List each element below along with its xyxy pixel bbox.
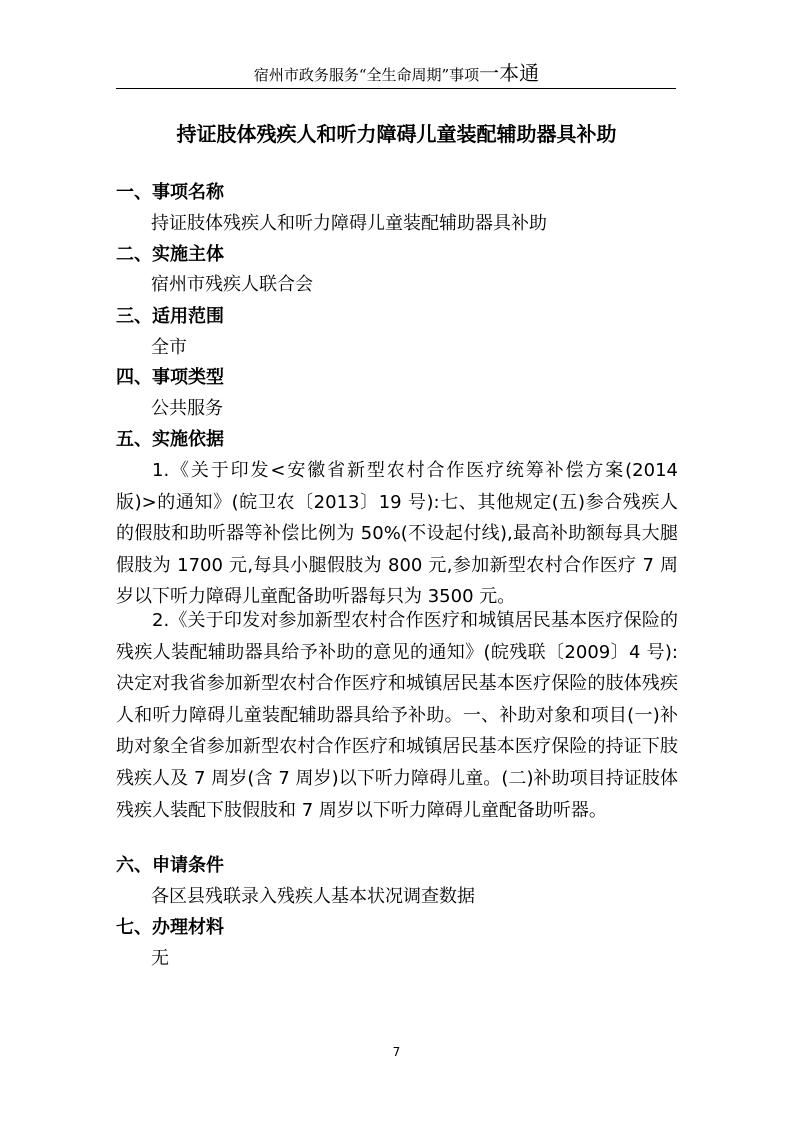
document-title: 持证肢体残疾人和听力障碍儿童装配辅助器具补助 — [176, 122, 617, 146]
section-body-materials: 无 — [151, 948, 169, 969]
basis-paragraph-2: 2.《关于印发对参加新型农村合作医疗和城镇居民基本医疗保险的残疾人装配辅助器具给予补助的意见的通知》(皖残联〔2009〕4 号):决定对我省参加新型农村合作医疗和城镇居民基本医疗保险的肢体残疾人和听力障碍儿童装配辅助器具给予补助。一、补助对象和项目(一)补助对象全省参加新型农村合作医疗和城镇居民基本医疗保险的持证下肢残疾人及 7 周岁(含 7 周岁)以下听力障碍儿童。(二)补助项目持证肢体残疾人装配下肢假肢和 7 周岁以下听力障碍儿童配备助听器。 — [116, 610, 678, 821]
section-heading-basis: 五、实施依据 — [116, 429, 224, 450]
running-header-prefix: 宿州市政务服务“全生命周期”事项 — [253, 66, 480, 84]
page-number: 7 — [392, 1045, 401, 1059]
section-heading-materials: 七、办理材料 — [116, 917, 224, 938]
section-body-scope: 全市 — [151, 337, 187, 358]
section-heading-implementer: 二、实施主体 — [116, 244, 224, 265]
basis-paragraph-1: 1.《关于印发<安徽省新型农村合作医疗统筹补偿方案(2014 版)>的通知》(皖卫农〔2013〕19 号):七、其他规定(五)参合残疾人的假肢和助听器等补偿比例为 50%(不设起付线),最高补助额每具大腿假肢为 1700 元,每具小腿假肢为 800 元,参加新型农村合作医疗 7 周岁以下听力障碍儿童配备助听器每只为 3500 元。 — [116, 460, 678, 608]
section-body-conditions: 各区县残联录入残疾人基本状况调查数据 — [151, 886, 475, 907]
section-body-item-type: 公共服务 — [151, 398, 223, 419]
section-body-implementer: 宿州市残疾人联合会 — [151, 274, 313, 295]
running-header — [0, 62, 793, 86]
section-heading-item-name: 一、事项名称 — [116, 182, 224, 203]
section-heading-conditions: 六、申请条件 — [116, 855, 224, 876]
section-body-item-name: 持证肢体残疾人和听力障碍儿童装配辅助器具补助 — [151, 213, 547, 234]
header-rule — [116, 88, 676, 89]
section-heading-scope: 三、适用范围 — [116, 306, 224, 327]
running-header-suffix: 一本通 — [479, 61, 540, 85]
section-heading-item-type: 四、事项类型 — [116, 367, 224, 388]
